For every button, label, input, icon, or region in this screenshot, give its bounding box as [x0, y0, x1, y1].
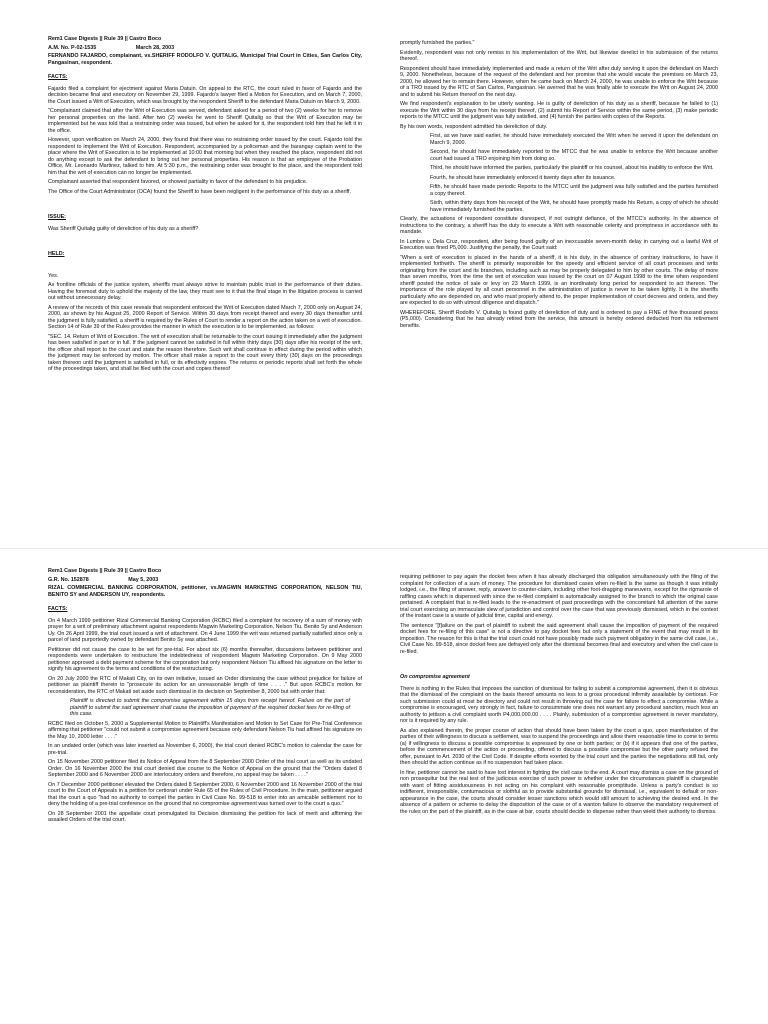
facts-paragraph: On 7 December 2000 petitioner elevated the Orders dated 8 September 2000, 6 November 2000 and 16 November 2000 of the trial court to the Court of Appeals in a petition for certiorari under Rule 65 of the Rules of Civil Procedure. In the main, petitioner argued that the court a quo "had no authority to compel the parties in Civil Case No. 99-518 to enter into an amicable settlement nor to deny the holding of a pre-trial conference on the ground that no compromise agreement was turned over to the court a quo." — [48, 781, 362, 807]
facts-paragraph: In an undated order (which was later inserted as November 6, 2000), the trial court denied RCBC's motion to calendar the case for pre-trial. — [48, 743, 362, 756]
body-paragraph: promptly furnished the parties." — [400, 40, 475, 46]
facts-paragraph: On 4 March 1999 petitioner Rizal Commercial Banking Corporation (RCBC) filed a complaint for recovery of a sum of money with prayer for a writ of preliminary attachment against respondents Magwin Marketing Corporation, Nelson Tiu, Benito Sy and Anderson Uy. On 26 April 1999, the trial court issued a writ of attachment. On 4 June 1999 the writ was returned partially satisfied since only a parcel of land purportedly owned by defendant Benito Sy was attached. — [48, 617, 362, 643]
enumerated-paragraph: Second, he should have immediately reported to the MTCC that he was unable to enforce the Writ because another court had issued a TRO enjoining him from doing so. — [430, 149, 718, 162]
facts-paragraph: On 28 September 2001 the appellate court promulgated its Decision dismissing the petition for lack of merit and affirming the assailed Orders of the trial court. — [48, 810, 362, 823]
page2-right-column — [400, 574, 718, 818]
case-parties: RIZAL COMMERCIAL BANKING CORPORATION, petitioner, vs.MAGWIN MARKETING CORPORATION, NELSON TIU, BENITO SY and ANDERSON UY, respondents. — [48, 585, 362, 598]
case-parties: FERNANDO FAJARDO, complainant, vs.SHERIFF RODOLFO V. QUITALIG, Municipal Trial Court in Cities, San Carlos City, Pangasinan, respondent. — [48, 53, 362, 66]
held-paragraph: As frontline officials of the justice system, sheriffs must always strive to maintain public trust in the performance of their duties. Having the foremost duty to uphold the majesty of the law, they must see to it that the final stage in the litigation process is carried out without unnecessary delay. — [48, 282, 362, 301]
case-date: May 5, 2003 — [128, 576, 159, 583]
body-paragraph: In Lumbre v. Dela Cruz, respondent, after being found guilty of an inexcusable seven-month delay in carrying out a lawful Writ of Execution was fined P5,000. Justifying the penalty, the Court said: — [400, 238, 718, 251]
subsection-heading: On compromise agreement — [400, 674, 470, 680]
facts-paragraph: Fajardo filed a complaint for ejectment against Maria Datuin. On appeal to the RTC, the court ruled in favor of Fajardo and the decision became final and executory on November 29, 1999. Fajardo's lawyer filed a Motion for Execution, and on March 7, 2000, the Court issued a Writ of Execution, which was brought by the respondent Sheriff to the defendant Maria Datuin on March 9, 2000. — [48, 85, 362, 105]
page-header: Rem1 Case Digests || Rule 39 || Castro Boco — [48, 36, 162, 42]
enumerated-paragraph: Third, he should have informed the parties, particularly the plaintiff or his counsel, about his inability to enforce the Writ. — [430, 165, 714, 171]
issue-heading: ISSUE: — [48, 214, 66, 220]
body-paragraph: "When a writ of execution is placed in the hands of a sheriff, it is his duty, in the absence of contrary instructions, to have it implemented forthwith. The sheriff is primarily responsible for the speedy and efficient service of all court processes and writs originating from the court and its branches, including such as may be properly delegated to him by other courts. The delay of more than seven months, from the time the writ of execution was issued by the court on 07 August 1998 to the time when respondent sheriff posted the notice of sale or levy on 23 March 1999, is an inordinately long period for respondent to act thereon. The importance of the role played by all court personnel in the administration of justice is never to be taken lightly. It is the sheriffs particularly who are depended on, and who must properly attend to, the proper implementation of court decrees and orders, and they are expected to do so with utmost diligence and dispatch." — [400, 254, 718, 306]
page1-left-column — [48, 36, 362, 376]
body-paragraph: We find respondent's explanation to be utterly wanting. He is guilty of dereliction of his duty as a sheriff, because he failed to (1) execute the Writ within 30 days from his receipt thereof, (2) submit his Report of Service within the same period, (3) make periodic reports to the MTCC until the judgment was fully satisfied, and (4) furnish the parties with copies of the Reports. — [400, 101, 718, 120]
body-paragraph: By his own words, respondent admitted his dereliction of duty. — [400, 123, 548, 130]
body-paragraph: There is nothing in the Rules that imposes the sanction of dismissal for failing to submit a compromise agreement, then it is obvious that the dismissal of the complaint on the basis thereof amounts no less to a gross procedural infirmity assailable by certiorari. For such submission could at most be directory and could not result in throwing out the case for failure to effect a compromise. While a compromise is encouraged, very strongly in fact, failure to consummate one does not warrant any procedural sanction, much less an authority to jettison a civil complaint worth P4,000,000.00 . . . . Plainly, submission of a compromise agreement is never mandatory, nor is it required by any rule. — [400, 685, 718, 724]
held-paragraph: A review of the records of this case reveals that respondent enforced the Writ of Execution dated March 7, 2000 only on August 24, 2000, as shown by his August 25, 2000 Report of Service. Within 30 days from receipt thereof and every 30 days thereafter until the judgment is fully satisfied, a sheriff is required by the Rules of Court to render a report on the action taken on a writ of execution. Section 14 of Rule 39 of the Rules provides the manner in which the execution is to be implemented, as follows: — [48, 304, 362, 330]
facts-heading: FACTS: — [48, 74, 68, 80]
body-paragraph: requiring petitioner to pay again the docket fees when it has already discharged this obligation simultaneously with the filing of the complaint for collection of a sum of money. The procedure for dismissed cases when re-filed is the same as though it was initially lodged, i.e., the filing of answer, reply, answer to counter-claim, including other foot-dragging maneuvers, except for the rigmarole of raffling cases which is dispensed with since the re-filed complaint is automatically assigned to the branch to which the original case pertained. A complaint that is re-filed leads to the re-enactment of past proceedings with the concomitant full attention of the same trial court exercising an immaculate slew of jurisdiction and control over the case that was previously dismissed, which in the context of the instant case is a waste of judicial time, capital and energy. — [400, 574, 718, 619]
body-paragraph: As also explained therein, the proper course of action that should have been taken by the court a quo, upon manifestation of the parties of their willingness to discuss a settlement, was to suspend the proceedings and allow them reasonable time to come to terms (a) if willingness to discuss a possible compromise is expressed by one or both parties; or (b) if it appears that one of the parties, before the commencement of the action or proceeding, offered to discuss a possible compromise but the other party refused the offer, pursuant to Art. 2030 of the Civil Code. If despite efforts exerted by the trial court and the parties the negotiations still fail, only then should the action continue as if no suspension had taken place. — [400, 727, 718, 766]
body-paragraph: Evidently, respondent was not only remiss in his implementation of the Writ, but likewise derelict in his submission of the returns thereof. — [400, 49, 718, 62]
body-paragraph: The sentence "[f]ailure on the part of plaintiff to submit the said agreement shall cause the imposition of payment of the required docket fees for re-filing of this case" is not a directive to pay docket fees but only a statement of the event that may result in its imposition. The reason for this is that the trial court could not have possibly made such payment obligatory in the same civil case, i.e., Civil Case No. 99-518, since docket fees are defrayed only after the dismissal becomes final and executory and when the civil case is re-filed. — [400, 622, 718, 655]
held-paragraph: "SEC. 14. Return of Writ of Execution. The writ of execution shall be returnable to the court issuing it immediately after the judgment has been satisfied in part or in full. If the judgment cannot be satisfied in full within thirty days (30) days after his receipt of the writ, the officer shall report to the court and state the reason therefore. Such writ shall continue in effect during the period within which the judgment may be enforced by motion. The officer shall make a report to the court every thirty (30) days on the proceedings taken thereon until the judgment is satisfied in full, or its effectivity expires. The returns or periodic reports shall set forth the whole of the proceedings taken, and shall be filed with the court and copies thereof — [48, 333, 362, 372]
held-heading: HELD: — [48, 251, 65, 257]
case-date: March 28, 2003 — [135, 44, 175, 51]
facts-heading: FACTS: — [48, 606, 68, 612]
case-number-line — [48, 577, 362, 584]
enumerated-paragraph: First, as we have said earlier, he should have immediately executed the Writ when he served it upon the defendant on March 9, 2000. — [430, 133, 718, 146]
facts-paragraph: Complainant asserted that respondent favored, or showed partiality in favor of the defendant to his prejudice. — [48, 179, 308, 185]
held-paragraph: Yes. — [48, 272, 59, 279]
facts-paragraph: The Office of the Court Administrator (OCA) found the Sheriff to have been negligent in the performance of his duty as a sheriff. — [48, 188, 351, 195]
issue-text: Was Sheriff Quitalig guilty of dereliction of his duty as a sheriff? — [48, 225, 199, 232]
facts-paragraph: "Complainant claimed that after the Writ of Execution was served, defendant asked for a period of two (2) weeks for her to remove her personal properties on the land. After two (2) weeks he went to Sheriff Quitalig so that the Writ of Execution may be implemented but he was told that a restraining order was issued, but when he asked for it, the respondent told him that he left it in the office. — [48, 108, 362, 134]
enumerated-paragraph: Sixth, within thirty days from his receipt of the Writ, he should have promptly made his Return, a copy of which he should have immediately furnished the parties. — [430, 200, 718, 213]
page-header: Rem1 Case Digests || Rule 39 || Castro Boco — [48, 568, 162, 574]
body-paragraph: WHEREFORE, Sheriff Rodolfo V. Quitalig is found guilty of dereliction of duty and is ordered to pay a FINE of five thousand pesos (P5,000). Considering that he has already retired from the service, this amount is hereby ordered deducted from his retirement benefits. — [400, 309, 718, 329]
document-page-2 — [0, 548, 768, 1024]
body-paragraph: Respondent should have immediately implemented and made a return of the Writ after duly serving it upon the defendant on March 9, 2000. Nonetheless, because of the request of the defendant and her promise that she would vacate the premises on March 23, 2000, he allowed her to remain there. However, when he came back on March 24, 2000, he was unable to enforce the Writ because of a TRO issued by the RTC of San Carlos, Pangasinan. He averred that he was finally able to execute the Writ on August 24, 2000 and to submit his Return thereof on the next day. — [400, 65, 718, 98]
enumerated-paragraph: Fifth, he should have made periodic Reports to the MTCC until the judgment was fully satisfied and the parties furnished a copy thereof. — [430, 184, 718, 197]
body-paragraph: In fine, petitioner cannot be said to have lost interest in fighting the civil case to the end. A court may dismiss a case on the ground of non prosequitur but the real test of the judicious exercise of such power is whether under the circumstances plaintiff is chargeable with want of fitting assiduousness in not acting on his complaint with reasonable promptitude. Unless a party's conduct is so indifferent, irresponsible, contumacious or slothful as to provide substantial grounds for dismissal, i.e., equivalent to default or non-appearance in the case, the courts should consider lesser sanctions which would still amount to achieving the desired end. In the absence of a pattern or scheme to delay the disposition of the case or of a wanton failure to observe the mandatory requirement of the rules on the part of the plaintiff, as in the case at bar, courts should decide to dispense rather than wield their authority to dismiss. — [400, 769, 718, 815]
enumerated-paragraph: Fourth, he should have immediately enforced it twenty days after its issuance. — [430, 174, 616, 181]
facts-paragraph: However, upon verification on March 24, 2000, they found that there was no restraining order issued by the court. Fajardo told the respondent to implement the Writ of Execution. Respondent, accompanied by a policeman and the barangay captain went to the place where the Writ of Execution is to be implemented at 10:00 that morning but when they reached the place, respondent did not do anything except to ask the defendant to bring out her personal properties. His reason is that an employee of the Probation Office, Mr. Leonardo Martinez, talked to him. At 5:30 p.m., the restraining order was brought to the place, and the respondent told him that the writ of execution can no longer be implemented. — [48, 137, 362, 176]
facts-paragraph: Petitioner did not cause the case to be set for pre-trial. For about six (6) months thereafter, discussions between petitioner and respondents were undertaken to restructure the indebtedness of respondent Magwin Marketing Corporation. On 9 May 2000 petitioner approved a debt payment scheme for the corporation but only respondent Nelson Tiu affixed his signature on the letter to signify his agreement to the terms and conditions of the restructuring. — [48, 646, 362, 672]
case-number: A.M. No. P-02-1535 — [48, 44, 97, 51]
facts-paragraph: On 20 July 2000 the RTC of Makati City, on its own initiative, issued an Order dismissing the case without prejudice for failure of petitioner as plaintiff therein to "prosecute its action for an unreasonable length of time . . . ." But upon RCBC's motion for reconsideration, the RTC of Makati set aside such dismissal in its decision on September 8, 2000 but with order that: — [48, 675, 362, 695]
case-number-line — [48, 45, 362, 52]
facts-paragraph: On 15 November 2000 petitioner filed its Notice of Appeal from the 8 September 2000 Order of the trial court as well as its undated Order. On 16 November 2000 the trial court denied due course to the Notice of Appeal on the ground that the "Orders dated 8 September 2000 and 6 November 2000 are interlocutory orders and therefore, no appeal may be taken . . . ." — [48, 759, 362, 778]
page2-left-column — [48, 568, 362, 827]
page1-right-column — [400, 40, 718, 332]
block-quote: Plaintiff is directed to submit the compromise agreement within 15 days from receipt hereof. Failure on the part of plaintiff to submit the said agreement shall cause the imposition of payment of the required docket fees for re-filing of this case. — [70, 698, 350, 717]
body-paragraph: Clearly, the actuations of respondent constitute disrespect, if not outright defiance, of the MTCC's authority. In the absence of instructions to the contrary, a sheriff has the duty to execute a Writ with reasonable celerity and promptness in accordance with its mandate. — [400, 216, 718, 235]
case-number: G.R. No. 152878 — [48, 576, 89, 583]
facts-paragraph: RCBC filed on October 5, 2000 a Supplemental Motion to Plaintiff's Manifestation and Motion to Set Case for Pre-Trial Conference affirming that petitioner "could not submit a compromise agreement because only defendant Nelson Tiu had affixed his signature on the May 10, 2000 letter . . . ." — [48, 720, 362, 740]
